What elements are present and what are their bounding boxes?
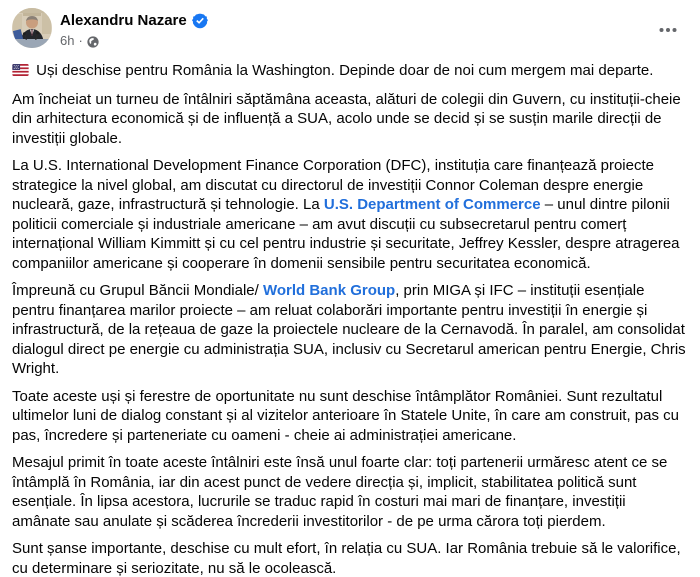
entity-link[interactable]: U.S. Department of Commerce xyxy=(323,196,541,213)
post-paragraph: Sunt șanse importante, deschise cu mult efort, în relația cu SUA. Iar România trebuie să le valorifice, cu determinare și seriozitate, nu să le ocolească. xyxy=(12,540,681,577)
author-name[interactable]: Alexandru Nazare xyxy=(60,12,187,29)
verified-badge-icon xyxy=(192,13,208,29)
timestamp[interactable]: 6h xyxy=(60,33,75,48)
ellipsis-icon xyxy=(658,20,678,40)
post-paragraph: Uși deschise pentru România la Washington. Depinde doar de noi cum mergem mai departe. xyxy=(12,61,688,82)
post-paragraph: Mesajul primit în toate aceste întâlniri este însă unul foarte clar: toți partenerii urmăresc atent ce se întâmplă în România, iar din acest punct de vedere direcția și, implicit, stabilitatea politică sunt esențiale. În lipsa acestora, lucrurile se traduc rapid în costuri mai mari de finanțare, investiții amânate sau anulate și scăderea încrederii investitorilor - de pe urma cărora toți pierdem. xyxy=(12,454,668,530)
avatar[interactable] xyxy=(12,8,52,48)
post-meta xyxy=(60,33,652,49)
post-paragraph: La U.S. International Development Finance Corporation (DFC), instituția care finanțează proiecte strategice la nivel global, am discutat cu directorul de investiții Connor Coleman despre energie nucleară, gaze, infrastructură și tehnologie. La U.S. Department of Commerce – unul dintre pilonii politicii comerciale și industriale americane – am avut discuții cu subsecretarul pentru comerț internațional William Kimmitt și cu cel pentru industrie și securitate, Jeffrey Kessler, despre atragerea companiilor americane și cooperare în domenii sensibile pentru securitatea economică. xyxy=(12,157,680,272)
entity-link[interactable]: World Bank Group xyxy=(262,282,396,299)
post-header xyxy=(0,0,700,49)
post-paragraph: Toate aceste uși și ferestre de oportunitate nu sunt deschise întâmplător României. Sunt rezultatul ultimelor luni de dialog constant și al vizitelor anterioare în Statele Unite, în care am construit, pas cu pas, încredere și parteneriate cu oameni - cheie ai administrației americane. xyxy=(12,387,680,444)
header-info xyxy=(60,8,652,49)
post-body xyxy=(0,49,700,577)
profile-photo xyxy=(12,8,52,48)
post-paragraph: Împreună cu Grupul Băncii Mondiale/ World Bank Group, prin MIGA și IFC – instituții esențiale pentru finanțarea marilor proiecte – am reluat colaborări importante pentru investiții în energie și infrastructură, de la rețeaua de gaze la proiectele nucleare de la Cernavodă. În paralel, am consolidat dialogul direct pe energie cu administrația SUA, inclusiv cu Secretarul american pentru Energie, Chris Wright. xyxy=(12,282,686,377)
us-flag-icon xyxy=(12,62,29,82)
more-options-button[interactable] xyxy=(652,14,684,46)
meta-separator: · xyxy=(78,33,83,48)
post-paragraph: Am încheiat un turneu de întâlniri săptămâna aceasta, alături de colegii din Guvern, cu instituții-cheie din arhitectura economică și de influență a SUA, acolo unde se decid și se susțin marile direcții de investiții globale. xyxy=(12,90,681,147)
name-row xyxy=(60,8,652,30)
globe-privacy-icon xyxy=(87,36,99,48)
